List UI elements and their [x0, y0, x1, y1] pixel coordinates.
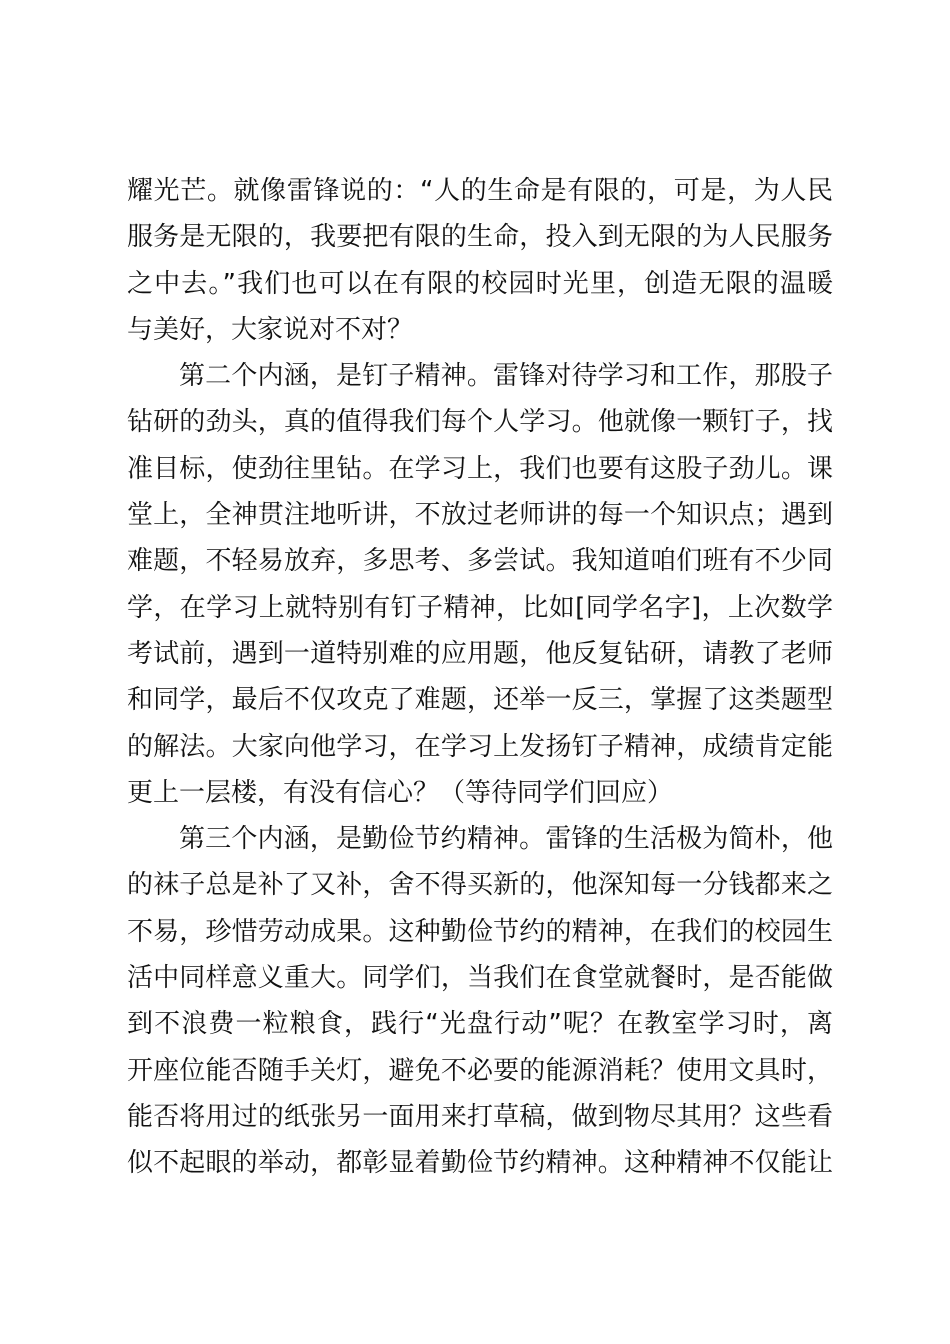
text-line: 难题，不轻易放弃，多思考、多尝试。我知道咱们班有不少同 — [127, 546, 833, 577]
text-line: 钻研的劲头，真的值得我们每个人学习。他就像一颗钉子，找 — [127, 407, 833, 438]
text-line: 似不起眼的举动，都彰显着勤俭节约精神。这种精神不仅能让 — [127, 1148, 833, 1179]
text-line: 能否将用过的纸张另一面用来打草稿，做到物尽其用？这些看 — [127, 1101, 833, 1132]
text-line: 更上一层楼，有没有信心？（等待同学们回应） — [127, 777, 674, 808]
text-line: 不易，珍惜劳动成果。这种勤俭节约的精神，在我们的校园生 — [127, 916, 833, 947]
text-line: 第三个内涵，是勤俭节约精神。雷锋的生活极为简朴，他 — [179, 824, 833, 855]
text-line: 开座位能否随手关灯，避免不必要的能源消耗？使用文具时， — [127, 1055, 833, 1086]
text-line: 服务是无限的，我要把有限的生命，投入到无限的为人民服务 — [127, 222, 833, 253]
text-line: 第二个内涵，是钉子精神。雷锋对待学习和工作，那股子 — [179, 361, 833, 392]
document-body — [127, 168, 833, 1187]
text-line: 准目标，使劲往里钻。在学习上，我们也要有这股子劲儿。课 — [127, 453, 833, 484]
text-line: 的袜子总是补了又补，舍不得买新的，他深知每一分钱都来之 — [127, 870, 833, 901]
text-line: 活中同样意义重大。同学们，当我们在食堂就餐时，是否能做 — [127, 963, 833, 994]
text-line: 堂上，全神贯注地听讲，不放过老师讲的每一个知识点；遇到 — [127, 500, 833, 531]
paragraph-1 — [127, 168, 833, 353]
text-line: 之中去。”我们也可以在有限的校园时光里，创造无限的温暖 — [127, 268, 833, 299]
text-line: 学，在学习上就特别有钉子精神，比如[同学名字]，上次数学 — [127, 592, 833, 623]
text-line: 与美好，大家说对不对？ — [127, 314, 414, 345]
text-line: 到不浪费一粒粮食，践行“光盘行动”呢？在教室学习时，离 — [127, 1009, 833, 1040]
paragraph-3 — [127, 816, 833, 1186]
text-line: 的解法。大家向他学习，在学习上发扬钉子精神，成绩肯定能 — [127, 731, 833, 762]
text-line: 和同学，最后不仅攻克了难题，还举一反三，掌握了这类题型 — [127, 685, 833, 716]
text-line: 考试前，遇到一道特别难的应用题，他反复钻研，请教了老师 — [127, 638, 833, 669]
paragraph-2 — [127, 353, 833, 816]
text-line: 耀光芒。就像雷锋说的：“人的生命是有限的，可是，为人民 — [127, 176, 833, 206]
